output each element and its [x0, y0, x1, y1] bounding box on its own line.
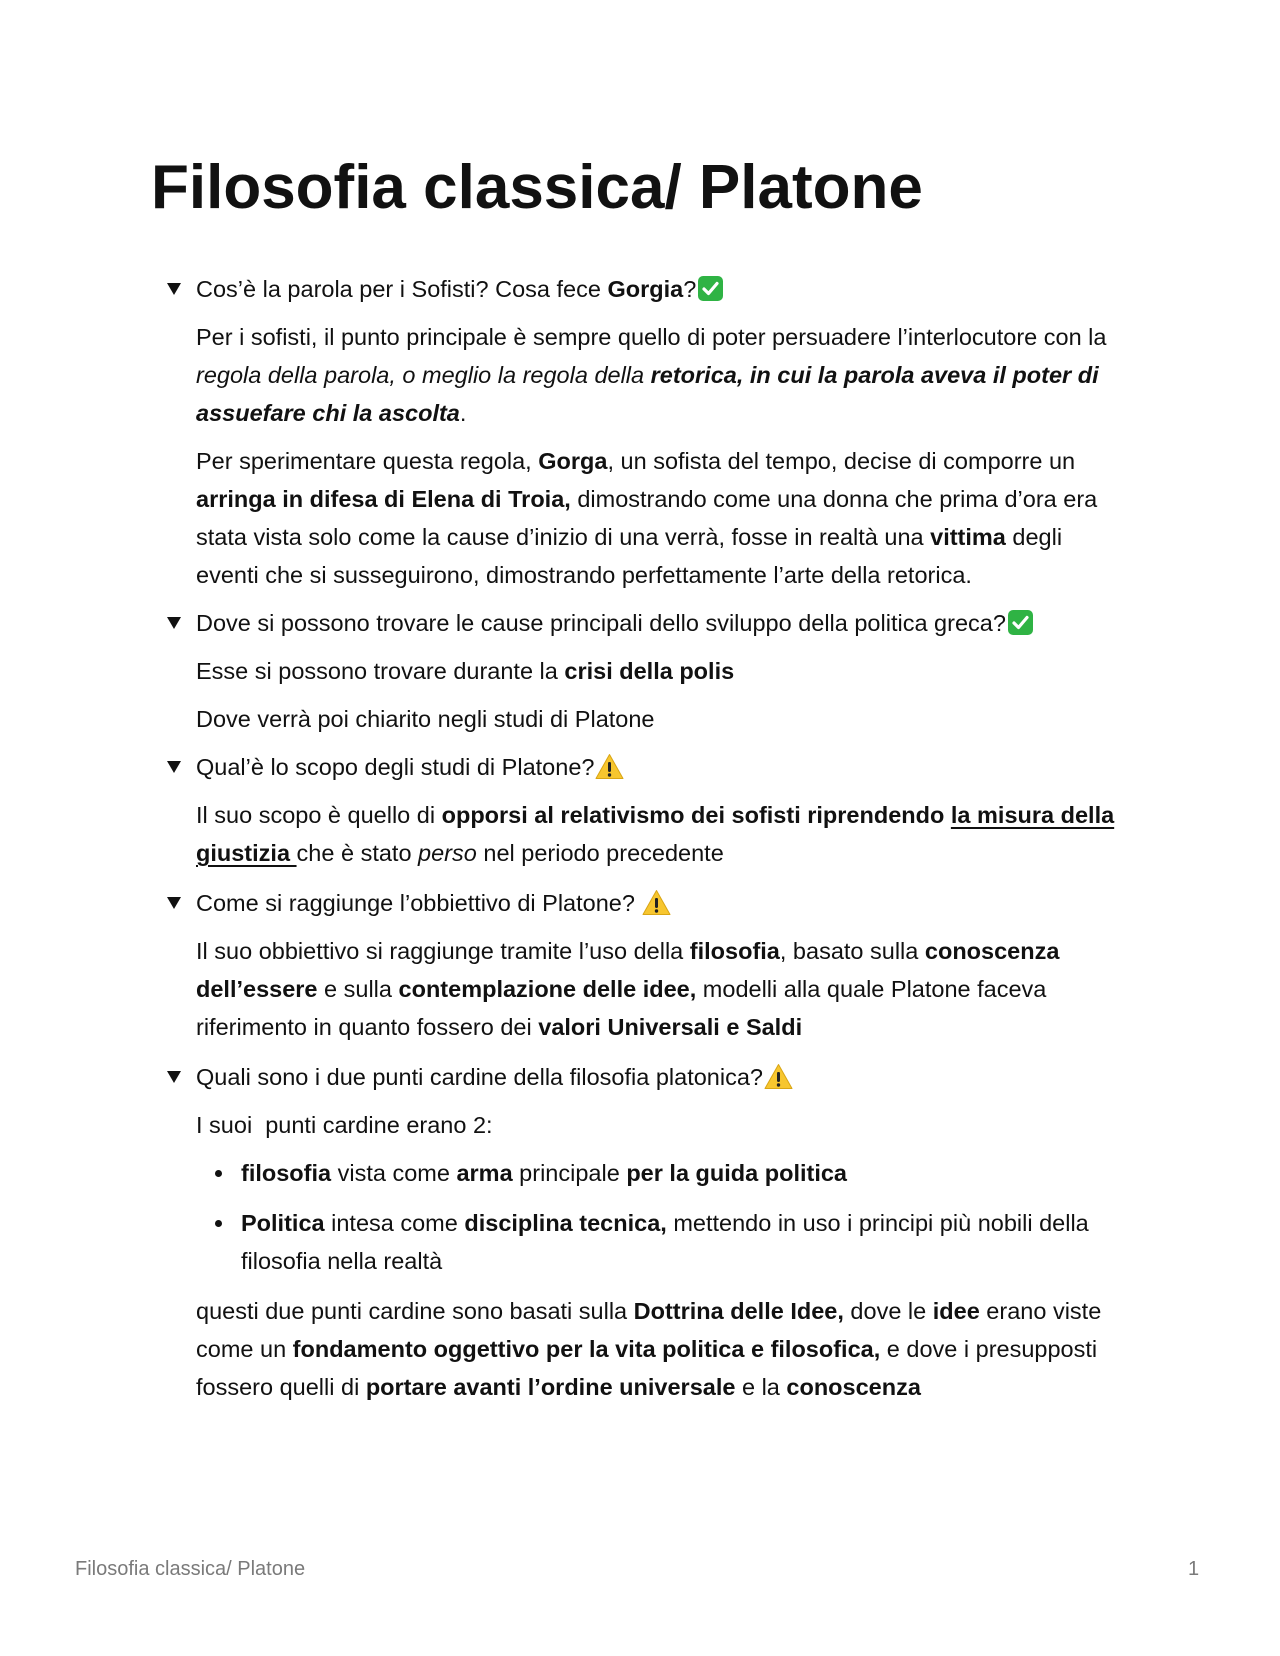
list-item: filosofia vista come arma principale per la guida politica	[196, 1154, 1126, 1192]
paragraph: Dove verrà poi chiarito negli studi di Platone	[196, 706, 655, 732]
warning-icon	[764, 1063, 793, 1090]
page-title: Filosofia classica/ Platone	[151, 153, 923, 222]
warning-icon	[642, 889, 671, 916]
toggle-politica-greca	[166, 604, 1126, 738]
toggle-triangle-icon[interactable]	[166, 748, 196, 786]
footer-title: Filosofia classica/ Platone	[75, 1558, 306, 1580]
toggle-triangle-icon[interactable]	[166, 884, 196, 922]
toggle-header[interactable]	[166, 604, 1126, 642]
toggle-question: Qual’è lo scopo degli studi di Platone?	[196, 748, 624, 786]
toggle-sofisti	[166, 270, 1126, 594]
toggle-obbiettivo-platone	[166, 884, 1126, 1046]
toggle-triangle-icon[interactable]	[166, 1058, 196, 1096]
toggle-triangle-icon[interactable]	[166, 604, 196, 642]
paragraph: I suoi punti cardine erano 2:	[196, 1112, 493, 1138]
paragraph: Per i sofisti, il punto principale è sempre quello di poter persuadere l’interlocutore con la regola della parola, o meglio la regola della retorica, in cui la parola aveva il poter di assuefare chi la ascolta.	[196, 324, 1107, 426]
bullet-dot	[215, 1220, 222, 1227]
check-mark-icon	[1007, 609, 1034, 636]
paragraph: questi due punti cardine sono basati sulla Dottrina delle Idee, dove le idee erano viste come un fondamento oggettivo per la vita politica e filosofica, e dove i presupposti fossero quelli di portare avanti l’ordine universale e la conoscenza	[196, 1298, 1102, 1400]
toggle-header[interactable]	[166, 1058, 1126, 1096]
toggle-body	[196, 932, 1126, 1046]
list-item: Politica intesa come disciplina tecnica, mettendo in uso i principi più nobili della filosofia nella realtà	[196, 1204, 1126, 1280]
toggle-header[interactable]	[166, 270, 1126, 308]
paragraph: Esse si possono trovare durante la crisi della polis	[196, 658, 735, 684]
toggle-body	[196, 652, 1126, 738]
paragraph: Per sperimentare questa regola, Gorga, un sofista del tempo, decise di comporre un arringa in difesa di Elena di Troia, dimostrando come una donna che prima d’ora era stata vista solo come la cause d’inizio di una verrà, fosse in realtà una vittima degli eventi che si susseguirono, dimostrando perfettamente l’arte della retorica.	[196, 448, 1098, 588]
paragraph: Il suo obbiettivo si raggiunge tramite l’uso della filosofia, basato sulla conoscenza dell’essere e sulla contemplazione delle idee, modelli alla quale Platone faceva riferimento in quanto fossero dei valori Universali e Saldi	[196, 938, 1060, 1040]
toggle-header[interactable]	[166, 748, 1126, 786]
toggle-punti-cardine	[166, 1058, 1126, 1406]
warning-icon	[595, 753, 624, 780]
toggle-header[interactable]	[166, 884, 1126, 922]
toggle-scopo-platone	[166, 748, 1126, 872]
bullet-dot	[215, 1170, 222, 1177]
check-mark-icon	[697, 275, 724, 302]
toggle-question: Quali sono i due punti cardine della filosofia platonica?	[196, 1058, 793, 1096]
page-content	[166, 270, 1126, 1406]
toggle-body	[196, 318, 1126, 594]
page-number: 1	[1188, 1558, 1200, 1580]
toggle-body	[196, 796, 1126, 872]
toggle-question: Come si raggiunge l’obbiettivo di Platone?	[196, 884, 671, 922]
paragraph: Il suo scopo è quello di opporsi al relativismo dei sofisti riprendendo la misura della giustizia che è stato perso nel periodo precedente	[196, 802, 1115, 866]
toggle-triangle-icon[interactable]	[166, 270, 196, 308]
bullet-list	[196, 1154, 1126, 1280]
toggle-question: Dove si possono trovare le cause principali dello sviluppo della politica greca?	[196, 604, 1034, 642]
toggle-body	[196, 1106, 1126, 1406]
toggle-question: Cos’è la parola per i Sofisti? Cosa fece Gorgia?	[196, 270, 724, 308]
